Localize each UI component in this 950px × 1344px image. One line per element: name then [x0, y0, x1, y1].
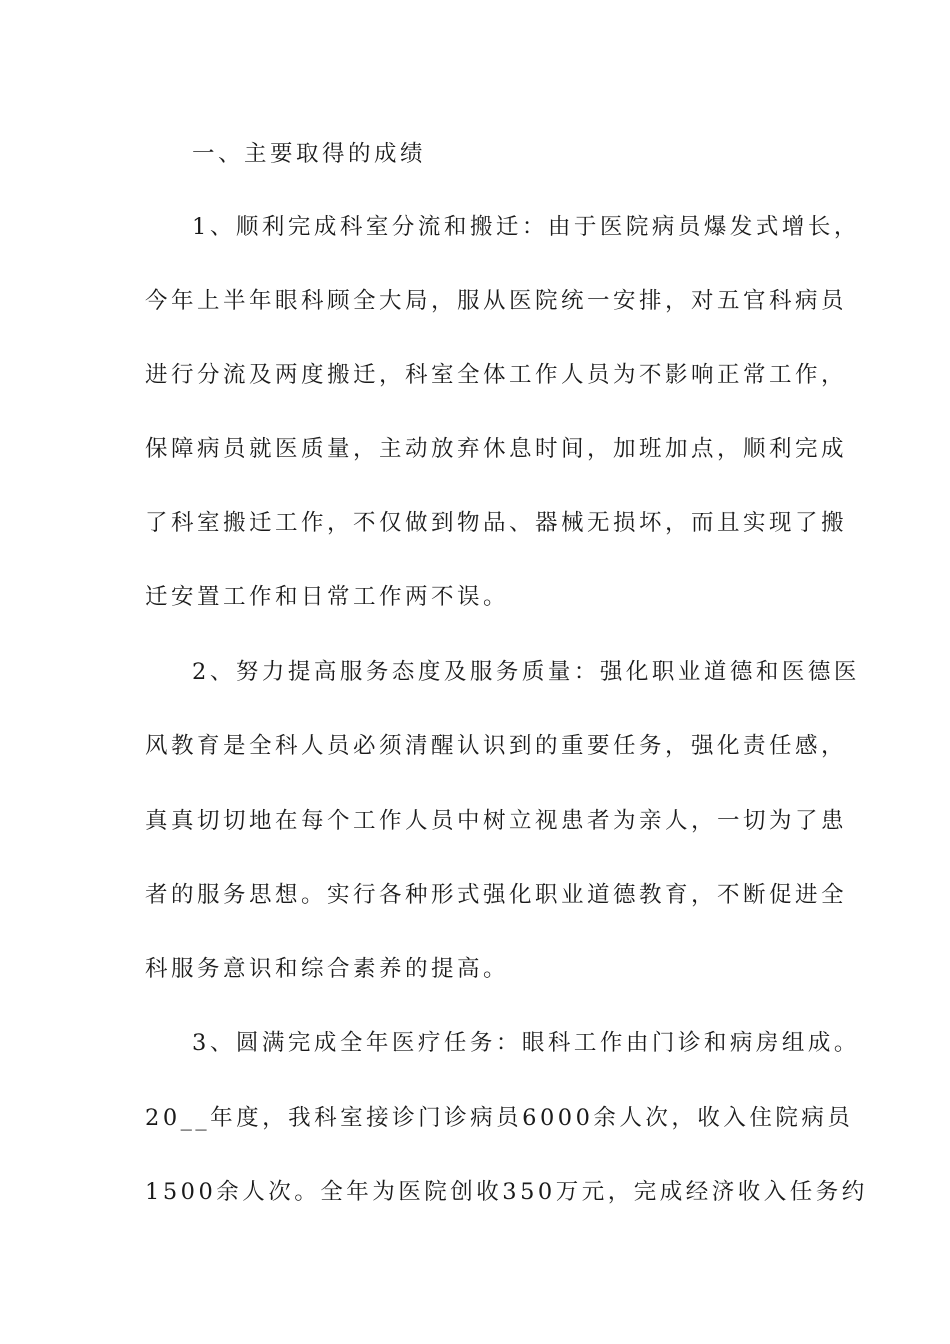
paragraph-3-line-1: 3、圆满完成全年医疗任务：眼科工作由门诊和病房组成。	[192, 1030, 860, 1056]
paragraph-3-line-2: 20__年度，我科室接诊门诊病员6000余人次，收入住院病员	[145, 1105, 854, 1131]
paragraph-2-line-4: 者的服务思想。实行各种形式强化职业道德教育，不断促进全	[145, 882, 848, 908]
paragraph-1-line-6: 迁安置工作和日常工作两不误。	[145, 584, 510, 610]
paragraph-2-line-5: 科服务意识和综合素养的提高。	[145, 956, 510, 982]
paragraph-1-line-2: 今年上半年眼科顾全大局，服从医院统一安排，对五官科病员	[145, 288, 848, 314]
paragraph-2-line-3: 真真切切地在每个工作人员中树立视患者为亲人，一切为了患	[145, 808, 848, 834]
paragraph-3-line-3: 1500余人次。全年为医院创收350万元，完成经济收入任务约	[145, 1179, 868, 1205]
paragraph-1-line-5: 了科室搬迁工作，不仅做到物品、器械无损坏，而且实现了搬	[145, 510, 848, 536]
paragraph-1-line-4: 保障病员就医质量，主动放弃休息时间，加班加点，顺利完成	[145, 436, 848, 462]
paragraph-1-line-3: 进行分流及两度搬迁，科室全体工作人员为不影响正常工作，	[145, 362, 848, 388]
paragraph-2-line-1: 2、努力提高服务态度及服务质量：强化职业道德和医德医	[192, 659, 860, 685]
paragraph-2-line-2: 风教育是全科人员必须清醒认识到的重要任务，强化责任感，	[145, 733, 848, 759]
paragraph-1-line-1: 1、顺利完成科室分流和搬迁：由于医院病员爆发式增长，	[192, 214, 860, 240]
section-heading: 一、主要取得的成绩	[192, 141, 427, 167]
